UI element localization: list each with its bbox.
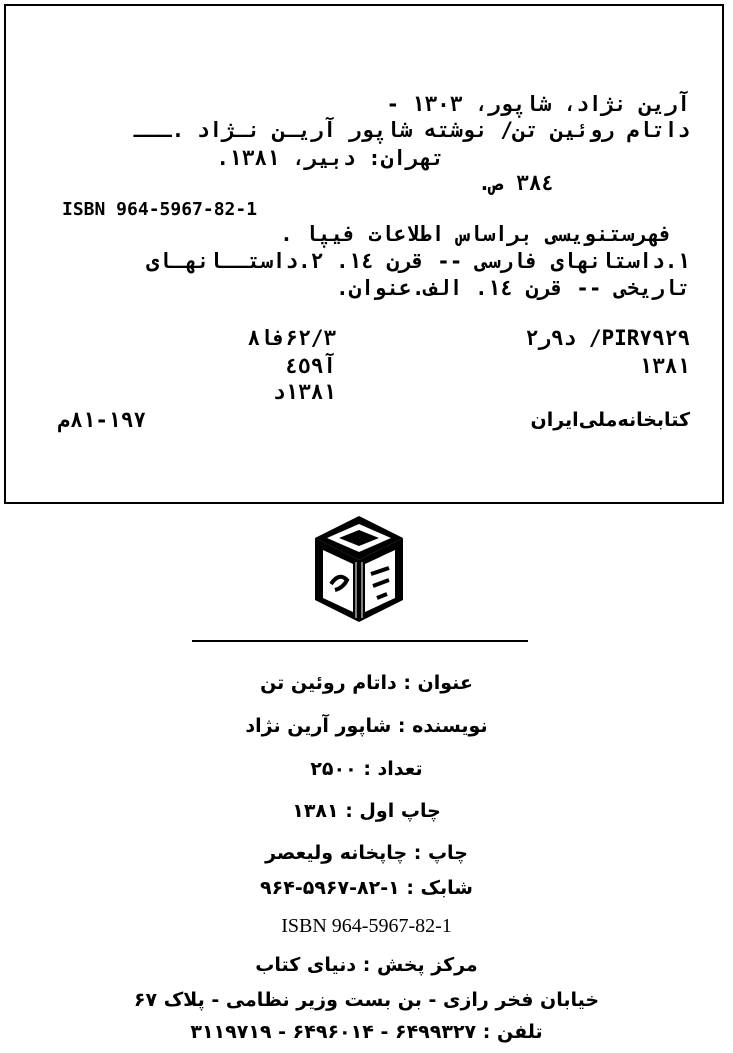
catalog-dewey-year: ۱۳۸۱د: [272, 380, 336, 404]
detail-author: نویسنده : شاپور آرین نژاد: [245, 715, 488, 737]
catalog-pages-line: ۳۸٤ ص.: [478, 171, 554, 195]
catalog-library-name: کتابخانه‌ملی‌ایران: [530, 409, 690, 431]
catalog-card: [4, 4, 724, 504]
catalog-title-line: داتام روئین تن/ نوشته شاپور آریـن نـژاد .ـــ: [133, 118, 690, 142]
detail-printer: چاپ : چاپخانه ولیعصر: [265, 842, 468, 864]
catalog-class-number: PIR۷۹۲۹/ د۹ر۲: [525, 326, 690, 350]
catalog-author-line: آرین نژاد، شاپور، ۱۳۰۳ -: [386, 92, 690, 116]
catalog-cutter: آ٤٥٩: [285, 354, 336, 378]
catalog-isbn: ISBN 964-5967-82-1: [62, 199, 258, 220]
catalog-class-year: ۱۳۸۱: [639, 354, 690, 378]
detail-shabak: شابک : ۱-۸۲-۵۹۶۷-۹۶۴: [260, 877, 473, 899]
catalog-record-number: ۸۱-۱۹۷م: [57, 408, 146, 432]
catalog-publisher-line: تهران: دبیر، ۱۳۸۱.: [216, 146, 444, 170]
detail-phone: تلفن : ۶۴۹۹۳۲۷ - ۶۴۹۶۰۱۴ - ۳۱۱۹۷۱۹: [190, 1021, 543, 1043]
detail-isbn: ISBN 964-5967-82-1: [281, 915, 452, 937]
detail-edition: چاپ اول : ۱۳۸۱: [292, 800, 441, 822]
divider: [192, 640, 528, 642]
catalog-fipa-line: فهرستنویسی براساس اطلاعات فیپا .: [280, 222, 672, 246]
detail-title: عنوان : داتام روئین تن: [260, 672, 473, 694]
detail-count: تعداد : ۲۵۰۰: [310, 758, 423, 780]
detail-address: خیابان فخر رازی - بن بست وزیر نظامی - پلاک ۶۷: [133, 989, 600, 1011]
catalog-dewey-number: ۶۲/۳فا۸: [247, 326, 336, 350]
catalog-subjects-line: ١.داستانهای فارسی -- قرن ١٤. ٢.داستــانهـای: [146, 249, 690, 273]
book-cube-logo-icon: [311, 514, 407, 624]
detail-distribution: مرکز پخش : دنیای کتاب: [255, 954, 478, 976]
publisher-logo: [311, 514, 407, 624]
catalog-subjects-line-2: تاریخی -- قرن ١٤. الف.عنوان.: [335, 276, 690, 300]
